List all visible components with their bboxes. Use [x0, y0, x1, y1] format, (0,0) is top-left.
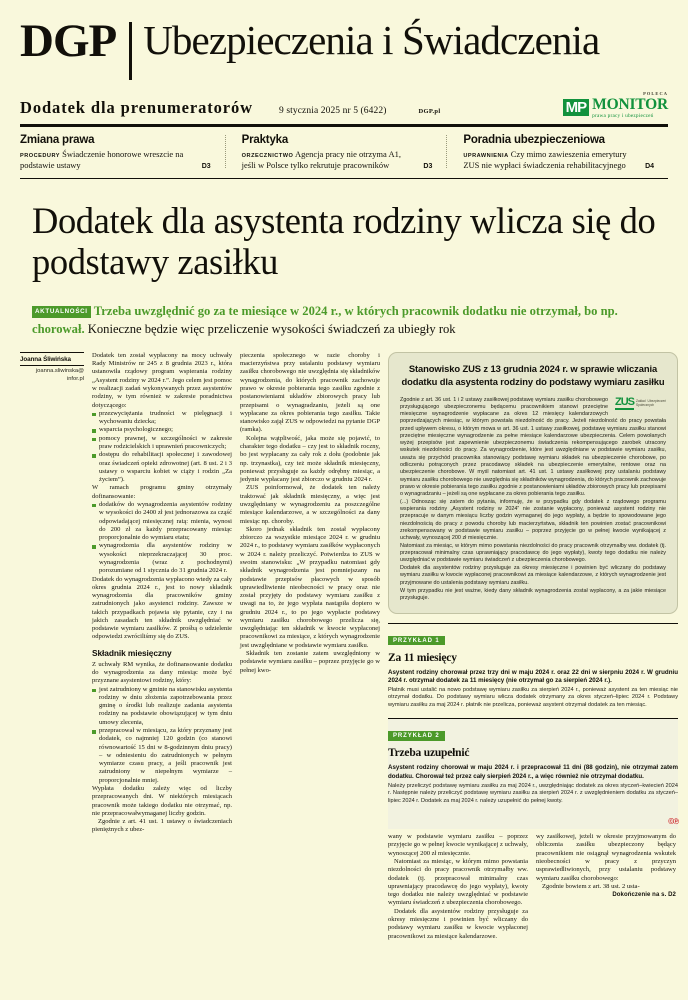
masthead — [20, 0, 668, 80]
monitor-promo — [563, 91, 668, 120]
example-heading: Trzeba uzupełnić — [388, 747, 470, 760]
teaser-body: Czy mimo zawieszenia emerytury ZUS nie wypłaci świadczenia rehabilitacyjnego — [463, 148, 627, 170]
list-item: przezwyciężania trudności w pielęgnacji i wychowaniu dziecka; — [92, 410, 232, 427]
paragraph: Dodatek dla asystentów rodziny przysługuje za okresy miesięczne i powinien być wliczany do podstawy wymiaru zasiłku w kwocie wypłaconej pracownikowi za miesiące kalendarzowe. — [388, 907, 528, 940]
masthead-divider — [129, 22, 132, 80]
zus-box-title: Stanowisko ZUS z 13 grudnia 2024 r. w sprawie wliczania dodatku dla asystenta rodziny do podstawy wymiaru zasiłku — [401, 362, 665, 388]
example-lead: Asystent rodziny chorował przez trzy dni w maju 2024 r. oraz 22 dni w sierpniu 2024 r. W grudniu 2024 r. otrzymał dodatek za 11 miesięcy (nie otrzymał go za sierpień 2024 r.). — [388, 668, 678, 684]
column-1 — [92, 352, 232, 941]
brand-logo: DGP — [20, 15, 117, 67]
teaser-kicker: PROCEDURY — [20, 152, 61, 159]
monitor-logo-icon: MP — [563, 99, 590, 116]
paragraph: (...) Odnosząc się zatem do pytania, informuję, że w przypadku gdy dodatek z rządowego programu wspierania rodziny „Asystent rodziny w 2024” nie zostanie wypłacony, ponieważ asystent rodziny nie przepracuje w danym miesiącu liczby godzin wymaganej do jego wypłaty, a będzie to spowodowane jego niezdolnością do pracy z powodu choroby lub macierzyństwa, składnik ten powinien zostać pracownikowi zrekompensowany w podstawie wymiaru zasiłku – poprzez przyjęcie go w pełnej kwocie wynikającej z uchwały, wynoszącej 200 zł miesięcznie. — [400, 498, 666, 542]
paragraph: Składnik ten zostanie zatem uwzględniony w podstawie wymiaru zasiłku – poprzez przyjęcie go w pełnej kwo- — [240, 650, 380, 674]
subheading: Składnik miesięczny — [92, 647, 172, 658]
list-item: dostępu do rehabilitacji społecznej i zawodowej oraz świadczeń opieki zdrowotnej (art. 8 ust. 2 i 3 ustawy o wsparciu kobiet w ciąży i rodzin „Za życiem”). — [92, 451, 232, 484]
copyright-icon: ©℗ — [668, 817, 678, 827]
example-body: Należy przeliczyć podstawę wymiaru zasiłku za maj 2024 r., uwzględniając dodatek za okres styczeń–kwiecień 2024 r. Następnie należy przeliczyć podstawę wymiaru zasiłku za sierpień 2024 r. z uwzględnieniem dodatku za styczeń–lipiec 2024 r. Dodatek za maj 2024 r. należy uzupełnić do pełnej kwoty. — [388, 782, 678, 804]
teaser-body: Agencja pracy nie otrzyma A1, jeśli w Polsce tylko rekrutuje pracowników — [241, 148, 401, 170]
lead-rest: Konieczne będzie więc przeliczenie wysokości świadczeń za ubiegły rok — [87, 322, 456, 337]
text-columns — [92, 352, 678, 941]
example-lead: Asystent rodziny chorował w maju 2024 r. i przepracował 11 dni (88 godzin), nie otrzymał zatem dodatku. Chorował też przez cały sierpień 2024 r., a więc również nie otrzymał dodatku. — [388, 764, 678, 780]
supplement-label: Dodatek dla prenumeratorów — [20, 98, 254, 117]
paragraph: Natomiast za miesiąc, w którym mimo powstania niezdolności do pracy pracownik otrzymałby ww. dodatek (tj. przepracował minimalny czas uprawniający pracodawcę do jego wypłaty), kwoty tego dodatku nie należy uwzględniać w podstawie wymiaru świadczeń z ubezpieczenia chorobowego. — [388, 858, 528, 907]
zus-mark: ZUS — [615, 397, 634, 411]
example-tab: PRZYKŁAD 2 — [388, 731, 445, 741]
list-item: dodatków do wynagrodzenia asystentów rodziny w wysokości do 2400 zł jest jednorazowa za cząść odpowiadającej miesięcznej ratą: mienia, wynosi do 200 zł za każdy przepracowany miesiąc proporcjonalnie do wymiaru etatu; — [92, 501, 232, 542]
teaser-item[interactable] — [20, 134, 225, 172]
paragraph: W ramach programu gminy otrzymały dofinansowanie: — [92, 484, 232, 500]
teaser-text — [20, 149, 211, 172]
paragraph: Skoro jednak składnik ten został wypłacony zbiorczo za wszystkie miesiące 2024 r. w grudniu 2024 r., to podstawy wymiaru zasiłków wypłaconych w 2024 r. należy przeliczyć. Potwierdza to ZUS w swoim stanowisku: „W przypadku natomiast gdy składnik wynagrodzenia jest pomniejszany na podstawie przepisów płacowych w sposób uprawiedliwienie nieobecności w pracy oraz nie został przyjęty do podstawy wymiaru zasiłku z uwagi na to, że jego wypłata nastąpiła dopiero w grudniu 2024 r., to po jego wypłacie podstawy wymiaru zasiłku chorobowego przelicza się, uwzględniając ten składnik w kwocie wypłaconej pracownikowi za miesiące, z których wynagrodzenie jest uwzględniane w podstawie wymiaru zasiłku. — [240, 525, 380, 649]
teaser-kicker: ORZECZNICTWO — [241, 152, 294, 159]
list-item: wsparcia psychologicznego; — [92, 426, 232, 434]
teaser-page: D3 — [201, 162, 211, 170]
teaser-body: Świadczenie honorowe wreszcie na podstawie ustawy — [20, 148, 184, 170]
paragraph: wy zasiłkowej, jeżeli w okresie przyjmowanym do obliczenia zasiłku ubezpieczony będący pracownikiem nie osiągnął wynagrodzenia wskutek nieobecności w pracy z przyczyn usprawiedliwionych, przy ustalaniu podstawy wymiaru zasiłku chorobowego: — [536, 833, 676, 882]
zus-logo-icon — [615, 397, 666, 411]
right-rail — [388, 352, 678, 941]
example-body: Płatnik musi ustalić na nowo podstawę wymiaru zasiłku za sierpień 2024 r., ponieważ asystent za ten miesiąc nie otrzymał dodatku. Do podstawy wymiaru wlicza dodatek otrzymany za okres styczeń–lipiec 2024 r. Podstawy wymiaru zasiłku za maj 2024 r. płatnik nie przelicza, ponieważ asystent otrzymał dodatek za ten miesiąc. — [388, 686, 678, 708]
column-4 — [536, 833, 676, 941]
paragraph: Zgodnie bowiem z art. 38 ust. 2 usta- — [542, 882, 640, 890]
teaser-text — [463, 149, 654, 172]
teaser-text — [242, 149, 433, 172]
example-tab: PRZYKŁAD 1 — [388, 636, 445, 646]
paragraph: Dodatek ten został wypłacony na mocy uchwały Rady Ministrów nr 245 z 8 grudnia 2023 r., która ustanowiła rządowy program wspierania rodziny „Asystent rodziny w 2024 r.”. Jego celem jest pomoc w realizacji zadań wykonywanych przez asystentów rodziny, w tym również w zakresie poradnictwa dotyczącego: — [92, 351, 232, 409]
paragraph: Zgodnie z art. 36 ust. 1 i 2 ustawy zasiłkowej podstawę wymiaru zasiłku chorobowego przysługującego ubezpieczonemu będącemu pracownikiem stanowi przeciętne miesięczne wynagrodzenie wypłacane za okres 12 miesięcy kalendarzowych poprzedzających miesiąc, w którym powstała niezdolność do pracy. Jeżeli niezdolność do pracy powstała przed upływem okresu, o którym mowa w art. 36 ust. 1 ustawy zasiłkowej, podstawę wymiaru zasiłku stanowi przeciętne miesięczne wynagrodzenie za pełne miesiące kalendarzowe ubezpieczenia. Celem powołanych wyżej przepisów jest zapewnienie ubezpieczonemu świadczenia rekompensującego zarobek utracony wskutek niezdolności do pracy. Za wynagrodzenie, które jest uwzględniane w podstawie wymiaru zasiłku, uważa się przychód pracownika stanowiący podstawę wymiaru składek na ubezpieczenie chorobowe, po odliczeniu potrąconych przez pracodawcę składek na ubezpieczenie emerytalne, rentowe oraz na ubezpieczenie chorobowe. W myśl natomiast art. 41 ust. 1 ustawy zasiłkowej przy ustalaniu podstawy wymiaru zasiłku chorobowego nie uwzględnia się składników wynagrodzenia, do których pracownik zachowuje prawo w okresie pobierania tego zasiłku zgodnie z postanowieniami układów zbiorowych pracy lub przepisami o wynagradzaniu – jeżeli są one wypłacane za okres pobierania tego zasiłku. — [400, 396, 666, 498]
continued-note: Dokończenie na s. D2 — [612, 892, 676, 899]
teaser-kicker: UPRAWNIENIA — [463, 152, 509, 159]
paragraph: Dodatek dla asystentów rodziny przysługuje za okresy miesięczne i powinien być wliczany do podstawy wymiaru zasiłku w kwocie wypłaconej pracownikowi za miesiące kalendarzowe, z których wynagrodzenie jest przyjmowane do ustalenia podstawy wymiaru zasiłku. — [400, 565, 666, 586]
list-item: wynagrodzenia dla asystentów rodziny w wysokości nieprzekraczającej 30 proc. wynagrodzenia (wraz z pochodnymi) porozumiane od 1 stycznia do 31 grudnia 2024 r. — [92, 542, 232, 575]
paragraph: Natomiast za miesiąc, w którym mimo powstania niezdolności do pracy pracownik otrzymałby ww. dodatek (tj. przepracował minimalny czas uprawniający pracodawcę do jego wypłaty), kwoty tego dodatku nie należy uwzględniać w podstawie wymiaru świadczeń z ubezpieczenia chorobowego. — [400, 542, 666, 564]
teaser-heading: Poradnia ubezpieczeniowa — [463, 133, 605, 146]
section-title: Ubezpieczenia i Świadczenia — [143, 17, 600, 63]
copyright-mark — [388, 811, 678, 829]
bullet-list — [92, 501, 232, 576]
example-box-2 — [388, 718, 678, 829]
paragraph: wany w podstawie wymiaru zasiłku – poprzez przyjęcie go w pełnej kwocie wynikającej z uchwały, wynoszącej 200 zł miesięcznie. — [388, 833, 528, 857]
paragraph: Zgodnie z art. 41 ust. 1 ustawy o świadczeniach pieniężnych z ubez- — [92, 818, 232, 834]
paragraph: W tym przypadku nie jest ważne, kiedy dany składnik wynagrodzenia został wypłacony, a za jakie miesiące przysługuje. — [400, 587, 666, 601]
monitor-tagline: prawa pracy i ubezpieczeń — [592, 113, 654, 119]
author-name: Joanna Śliwińska — [20, 356, 84, 366]
example-box-1 — [388, 623, 678, 710]
column-2 — [240, 352, 380, 941]
paragraph: Dodatek do wynagrodzenia wypłacono wtedy za cały okres grudnia 2024 r., jest to nowy składnik wynagrodzenia dla pracowników gminy zatrudnionych jako asystenci rodziny. Zawsze w takich przypadkach pojawia się pytanie, czy i na jakich zasadach ten składnik uwzględniać w podstawie wymiaru zasiłków. Z prośbą o udzielenie odpowiedzi zwróciliśmy się do ZUS. — [92, 575, 232, 641]
paragraph: pieczenia społecznego w razie choroby i macierzyństwa przy ustalaniu podstawy wymiaru zasiłku chorobowego nie uwzględnia się składników wynagrodzenia, do których pracownik zachowuje prawo w okresie pobierania tego zasiłku zgodnie z postanowieniami układów zbiorowych pracy lub przepisami o wynagradzaniu, jeżeli są one wypłacane za okres pobierania tego zasiłku. Takie stanowisko zajął ZUS w odpowiedzi na pytanie DGP (ramka). — [240, 351, 380, 434]
paragraph: Wypłata dodatku zależy więc od liczby przepracowanych dni. W niektórych miesiącach pracownik może takiego dodatku nie otrzymać, np. nie przepracowałwymaganej liczby godzin. — [92, 784, 232, 817]
article-body — [20, 351, 678, 941]
zus-box-body — [400, 397, 666, 602]
teaser-heading: Zmiana prawa — [20, 133, 95, 146]
issue-line: 9 stycznia 2025 nr 5 (6422) — [279, 106, 387, 116]
paragraph: Kolejna wątpliwość, jaka może się pojawić, to charakter tego dodatku – czy jest to składnik roczny, bo jest wypłacany za cały rok z dołu (podobnie jak np. trzynastka), czy też może składnik miesięczny, ponieważ przysługuje za każdy odrębny miesiąc, a jedynie wypłacany jest zbiorczo w grudniu 2024 r. — [240, 434, 380, 484]
example-heading: Za 11 miesięcy — [388, 651, 457, 664]
zus-position-box — [388, 352, 678, 614]
teaser-rule — [20, 178, 668, 179]
teaser-page: D4 — [645, 162, 655, 170]
paragraph: ZUS poinformował, że dodatek ten należy traktować jak składnik miesięczny, a więc jest uwzględniany w wynagrodzeniu za poszczególne miesiące kalendarzowe, a w szczególności za dany miesiąc np. choroby. — [240, 484, 380, 525]
bullet-list — [92, 686, 232, 785]
teaser-heading: Praktyka — [241, 133, 289, 146]
promo-label: POLECA — [643, 90, 668, 96]
monitor-name: MONITOR — [592, 95, 668, 113]
list-item: przepracował w miesiącu, za który przyznany jest dodatek, co najmniej 120 godzin (co stanowi równowartość 15 dni w 8-godzinnym dniu pracy) – w odniesieniu do zatrudnionych w pełnym wymiarze czasu pracy, a jeśli pracownik jest zatrudniony w niepełnym wymiarze – proporcjonalnie mniej. — [92, 727, 232, 785]
paragraph: Z uchwały RM wynika, że dofinansowanie dodatku do wynagrodzenia za dany miesiąc może być przyznane asystentowi rodziny, który: — [92, 660, 232, 685]
rail-lower-columns — [388, 833, 678, 941]
masthead-subline — [20, 88, 668, 118]
page-title: Dodatek dla asystenta rodziny wlicza się do podstawy zasiłku — [32, 200, 656, 283]
zus-logo-sub: Zakład Ubezpieczeń Społecznych — [636, 399, 666, 408]
byline — [20, 352, 92, 941]
lead-paragraph — [32, 303, 668, 339]
bullet-list — [92, 410, 232, 485]
teaser-page: D3 — [423, 162, 433, 170]
teaser-item[interactable] — [446, 134, 668, 172]
column-3 — [388, 833, 528, 941]
status-badge: AKTUALNOŚCI — [32, 306, 91, 318]
byline-rule — [20, 352, 84, 353]
list-item: jest zatrudniony w gminie na stanowisku asystenta rodziny w dniu złożenia zapotrzebowania przez gminę o środki lub realizuje zadania asystenta rodziny na podstawie obowiązującej w tym dniu umowy zlecenia, — [92, 686, 232, 727]
author-email[interactable]: joanna.sliwinska@ infor.pl — [35, 368, 84, 382]
teaser-item[interactable] — [225, 134, 447, 172]
site-url: DGP.pl — [418, 108, 441, 115]
lead-highlight: Trzeba uwzględnić go za te miesiące w 2024 r., w których pracownik dodatku nie otrzymał, bo np. chorował. — [32, 304, 618, 337]
list-item: pomocy prawnej, w szczególności w zakresie praw rodzicielskich i uprawnień pracowniczych; — [92, 435, 232, 452]
teaser-bar — [20, 127, 668, 179]
